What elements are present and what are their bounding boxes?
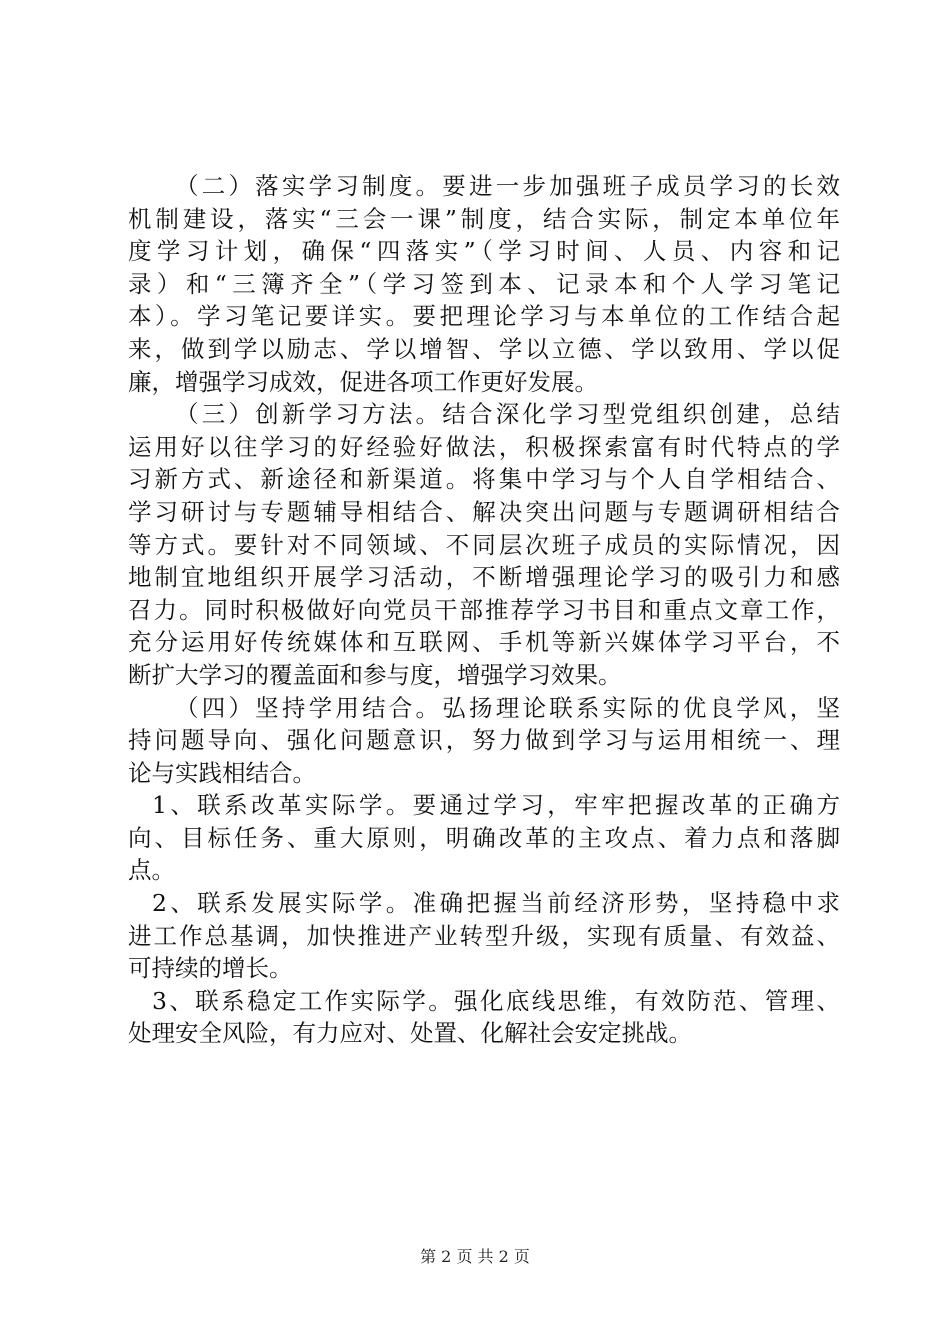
item-3-line-2: 处理安全风险，有力应对、处置、化解社会安定挑战。 <box>128 1019 692 1048</box>
paragraph-3-line-1: （三）创新学习方法。结合深化学习型党组织创建，总结 <box>175 400 840 429</box>
item-2-line-1: 2、联系发展实际学。准确把握当前经济形势，坚持稳中求 <box>152 889 840 918</box>
item-1-line-1: 1、联系改革实际学。要通过学习，牢牢把握改革的正确方 <box>152 791 840 820</box>
paragraph-2-line-7: 廉，增强学习成效，促进各项工作更好发展。 <box>128 367 598 396</box>
paragraph-3-line-6: 地制宜地组织开展学习活动，不断增强理论学习的吸引力和感 <box>128 563 840 592</box>
item-2-line-3: 可持续的增长。 <box>128 954 293 983</box>
page-number-footer: 第 2 页 共 2 页 <box>420 1247 530 1266</box>
paragraph-4-line-3: 论与实践相结合。 <box>128 758 316 787</box>
item-1-line-2: 向、目标任务、重大原则，明确改革的主攻点、着力点和落脚 <box>128 823 840 852</box>
paragraph-2-line-2: 机制建设，落实“三会一课”制度，结合实际，制定本单位年 <box>128 204 840 233</box>
paragraph-3-line-9: 断扩大学习的覆盖面和参与度，增强学习效果。 <box>128 660 622 689</box>
item-1-line-3: 点。 <box>128 856 175 885</box>
paragraph-2-line-5: 本）。学习笔记要详实。要把理论学习与本单位的工作结合起 <box>128 302 840 331</box>
paragraph-2-line-1: （二）落实学习制度。要进一步加强班子成员学习的长效 <box>175 172 840 200</box>
paragraph-3-line-3: 习新方式、新途径和新渠道。将集中学习与个人自学相结合、 <box>128 465 840 494</box>
paragraph-2-line-6: 来，做到学以励志、学以增智、学以立德、学以致用、学以促 <box>128 334 840 363</box>
paragraph-2-line-3: 度学习计划，确保“四落实”（学习时间、人员、内容和记 <box>128 237 840 266</box>
paragraph-3-line-4: 学习研讨与专题辅导相结合、解决突出问题与专题调研相结合 <box>128 497 840 526</box>
paragraph-3-line-7: 召力。同时积极做好向党员干部推荐学习书目和重点文章工作， <box>128 595 840 624</box>
paragraph-2-line-4: 录）和“三簿齐全”（学习签到本、记录本和个人学习笔记 <box>128 269 840 298</box>
paragraph-4-line-2: 持问题导向、强化问题意识，努力做到学习与运用相统一、理 <box>128 726 840 755</box>
document-body <box>128 170 840 1050</box>
paragraph-3-line-2: 运用好以往学习的好经验好做法，积极探索富有时代特点的学 <box>128 432 840 461</box>
paragraph-4-line-1: （四）坚持学用结合。弘扬理论联系实际的优良学风，坚 <box>175 693 840 722</box>
item-2-line-2: 进工作总基调，加快推进产业转型升级，实现有质量、有效益、 <box>128 921 840 950</box>
item-3-line-1: 3、联系稳定工作实际学。强化底线思维，有效防范、管理、 <box>152 986 840 1015</box>
paragraph-3-line-8: 充分运用好传统媒体和互联网、手机等新兴媒体学习平台，不 <box>128 628 840 657</box>
paragraph-3-line-5: 等方式。要针对不同领域、不同层次班子成员的实际情况，因 <box>128 530 840 559</box>
